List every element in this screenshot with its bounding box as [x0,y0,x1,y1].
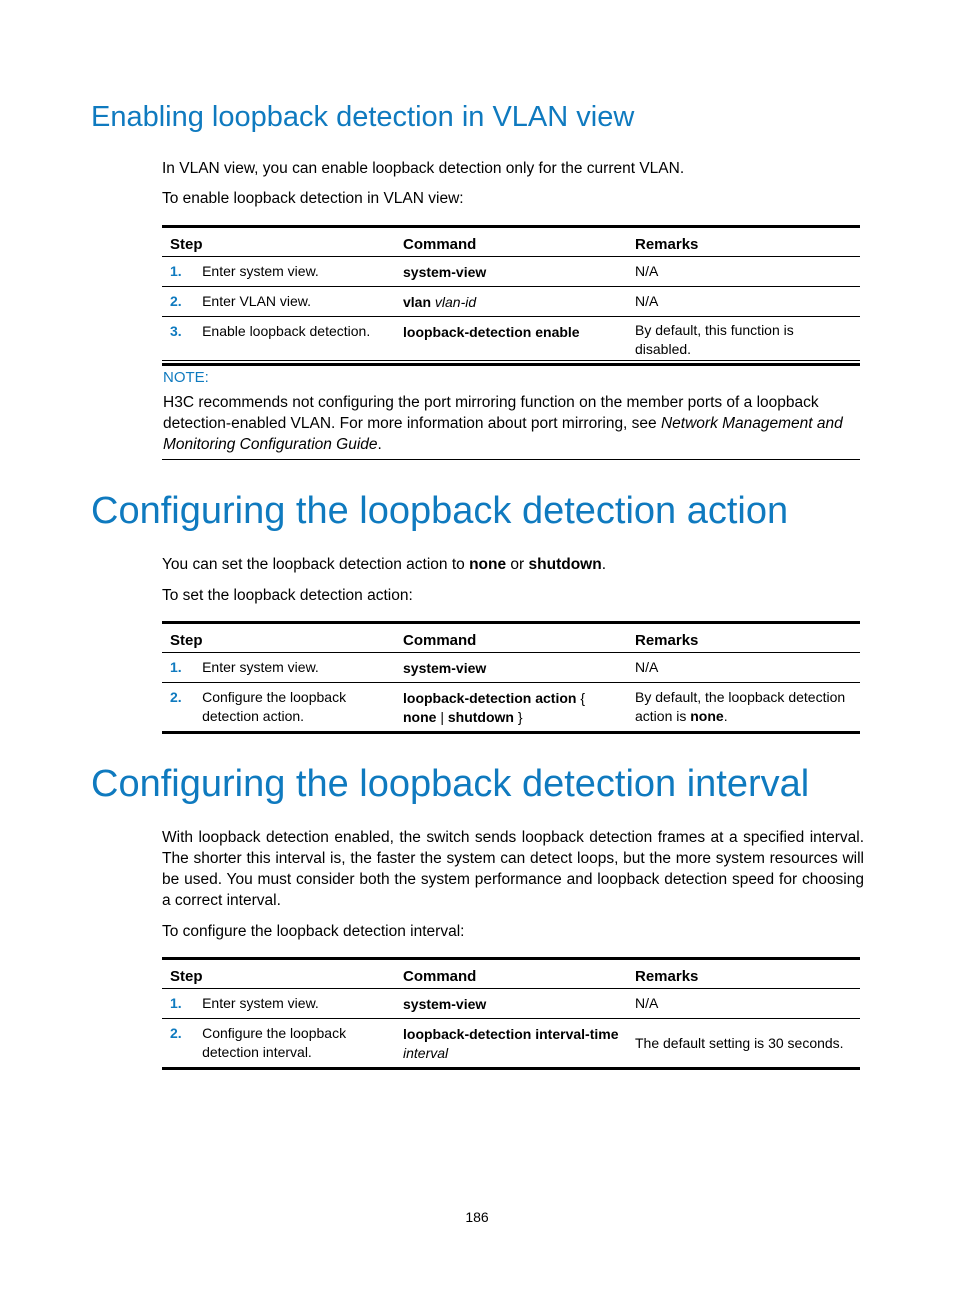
command-option-none: none [403,709,437,725]
step-command [395,653,627,683]
step-description: Enter system view. [186,989,395,1019]
interval-steps-table [162,957,860,1070]
step-number: 1. [162,989,186,1019]
header-remarks: Remarks [627,959,860,989]
command-argument: vlan-id [434,294,477,310]
step-command [395,257,627,287]
intro-keyword-none: none [469,556,507,573]
section-title-vlan-view: Enabling loopback detection in VLAN view [91,101,635,133]
header-step: Step [162,623,395,653]
command-keyword: loopback-detection interval-time [403,1026,619,1042]
command-syntax: { [576,690,586,706]
section-title-detection-interval: Configuring the loopback detection interval [91,763,810,805]
note-box [162,360,860,460]
step-description: Configure the loopback detection action. [186,683,395,733]
table-row [162,257,860,287]
header-command: Command [395,227,627,257]
note-label: NOTE: [163,369,209,386]
action-steps-table [162,621,860,734]
command-syntax: | [436,709,448,725]
command-keyword: loopback-detection enable [403,324,580,340]
intro-text: You can set the loopback detection action to [162,556,470,573]
table-row [162,989,860,1019]
remarks-keyword: none [690,708,724,724]
step-command [395,287,627,317]
section1-intro: In VLAN view, you can enable loopback detection only for the current VLAN. [162,160,685,177]
table-header-row [162,959,860,989]
step-description: Configure the loopback detection interval. [186,1019,395,1069]
step-command [395,683,627,733]
command-argument: interval [403,1045,449,1061]
step-number: 3. [162,317,186,365]
table-row [162,287,860,317]
section1-lead: To enable loopback detection in VLAN view: [162,190,464,207]
note-text-end: . [377,436,382,453]
header-command: Command [395,623,627,653]
vlan-view-steps-table [162,225,860,366]
note-text-body: H3C recommends not configuring the port mirroring function on the member ports of a loopback detection-enabled VLAN. For more information about port mirroring, see [163,394,819,432]
table-row [162,653,860,683]
header-command: Command [395,959,627,989]
header-step: Step [162,959,395,989]
step-remarks: By default, this function is disabled. [627,317,860,365]
table-header-row [162,227,860,257]
section3-lead: To configure the loopback detection interval: [162,923,465,940]
table-row [162,317,860,365]
step-remarks: N/A [627,989,860,1019]
step-number: 1. [162,257,186,287]
note-text [163,392,860,455]
step-number: 1. [162,653,186,683]
step-remarks: N/A [627,653,860,683]
header-remarks: Remarks [627,227,860,257]
step-description: Enter system view. [186,257,395,287]
step-remarks [627,683,860,733]
step-remarks: N/A [627,257,860,287]
step-remarks: N/A [627,287,860,317]
command-option-shutdown: shutdown [447,709,514,725]
section2-lead: To set the loopback detection action: [162,587,413,604]
step-number: 2. [162,1019,186,1069]
header-step: Step [162,227,395,257]
note-guide-reference: Network Management and Monitoring Configuration Guide [163,415,843,453]
command-keyword: system-view [403,660,487,676]
section3-intro: With loopback detection enabled, the switch sends loopback detection frames at a specified interval. The shorter this interval is, the faster the system can detect loops, but the more system resources will be used. You must consider both the system performance and loopback detection speed for choosing a correct interval. [162,829,864,909]
command-keyword: system-view [403,996,487,1012]
step-number: 2. [162,287,186,317]
page-number: 186 [465,1209,489,1225]
section-title-detection-action: Configuring the loopback detection action [91,490,789,532]
table-header-row [162,623,860,653]
section2-intro [162,554,606,575]
intro-text: or [506,556,529,573]
command-keyword: loopback-detection action [403,690,577,706]
step-command [395,1019,627,1069]
command-keyword: system-view [403,264,487,280]
table-row [162,683,860,733]
remarks-text: . [723,708,728,724]
step-command [395,317,627,365]
remarks-text: By default, the loopback detection action is [635,689,846,724]
step-remarks: The default setting is 30 seconds. [627,1019,860,1069]
table-row [162,1019,860,1069]
step-description: Enable loopback detection. [186,317,395,365]
step-number: 2. [162,683,186,733]
command-keyword: vlan [403,294,432,310]
step-command [395,989,627,1019]
intro-keyword-shutdown: shutdown [528,556,602,573]
intro-text: . [601,556,607,573]
command-syntax: } [513,709,523,725]
step-description: Enter VLAN view. [186,287,395,317]
header-remarks: Remarks [627,623,860,653]
step-description: Enter system view. [186,653,395,683]
